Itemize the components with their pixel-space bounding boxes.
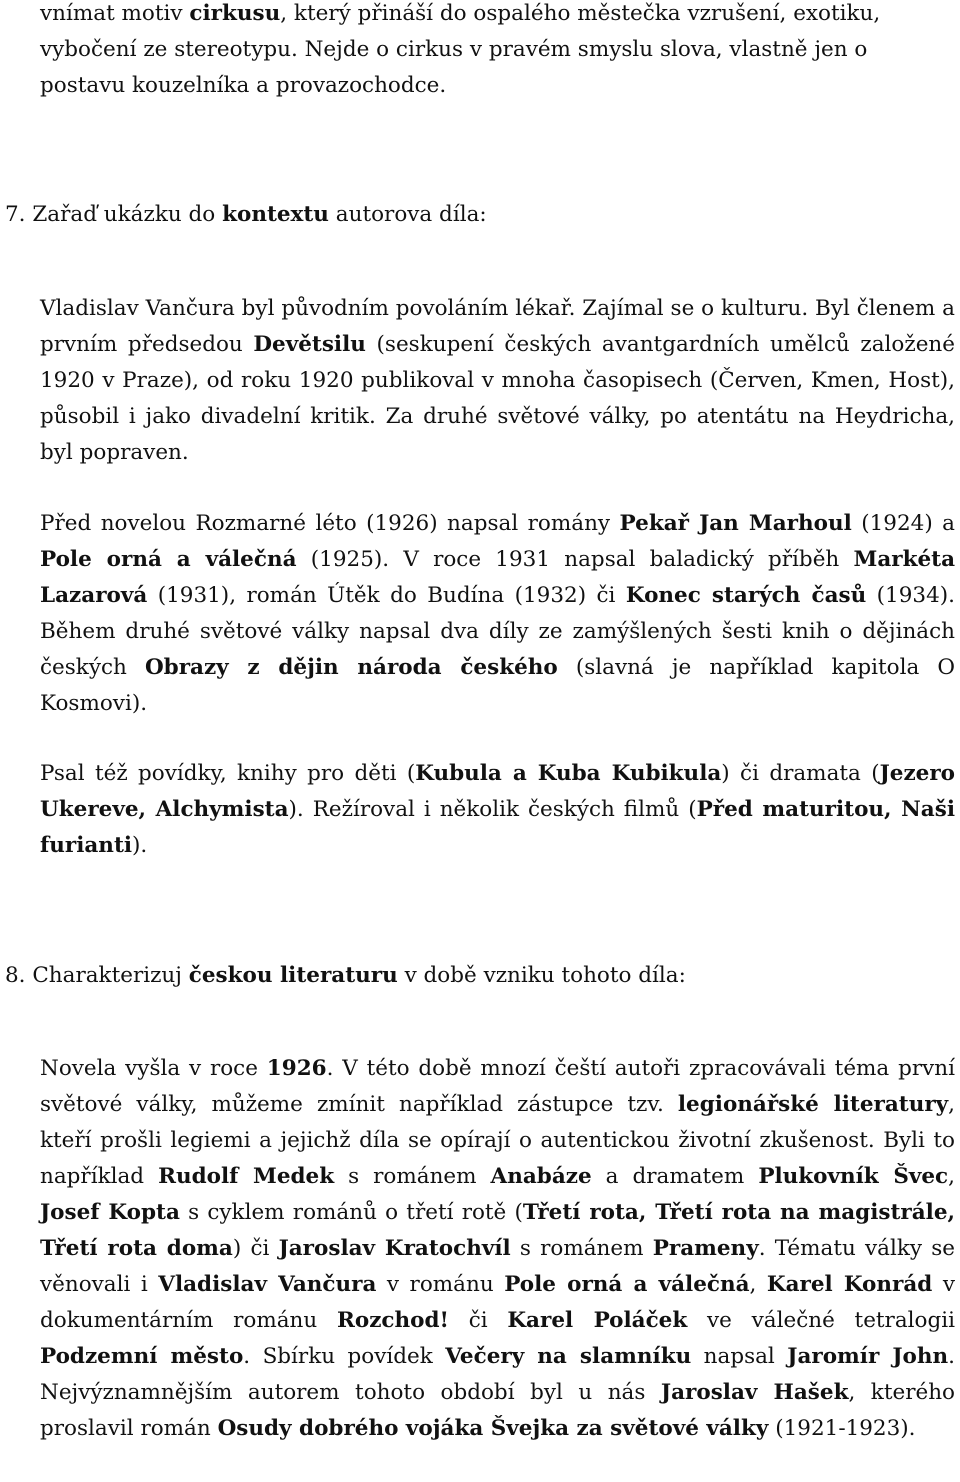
bold-term: cirkusu [189, 1, 281, 26]
bold-term: Rozchod! [337, 1308, 449, 1333]
text-run: autorova díla: [328, 202, 487, 227]
text-run: Novela vyšla v roce [40, 1056, 267, 1081]
text-run: (1921-1923). [768, 1416, 916, 1441]
text-run: ). Režíroval i několik českých filmů ( [288, 797, 697, 822]
bold-term: českou literaturu [188, 963, 398, 988]
text-run: a dramatem [591, 1164, 759, 1189]
text-run: ve válečné tetralogii [687, 1308, 955, 1333]
question-8 [5, 958, 945, 994]
text-run: (seskupení českých avantgardních umělců založené 1920 v Praze), od roku 1920 publikoval v mnoha časopisech (Červen, Kmen, Host), působil i jako divadelní kritik. Za druhé světové války, po atentátu na Heydricha, byl popraven. [40, 332, 955, 465]
bold-term: Obrazy z dějin národa českého [144, 655, 558, 680]
text-run: , [749, 1272, 767, 1297]
bold-term: Vladislav Vančura [158, 1272, 377, 1297]
bold-term: Osudy dobrého vojáka Švejka za světové války [217, 1416, 769, 1441]
text-line [40, 0, 955, 32]
text-run: (1925). V roce 1931 napsal baladický příběh [296, 547, 854, 572]
bold-term: kontextu [222, 202, 329, 227]
bold-term: Kubula a Kuba Kubikula [415, 761, 722, 786]
bold-term: Jaroslav Hašek [660, 1380, 849, 1405]
text-run: vnímat motiv [40, 1, 190, 26]
text-run: s cyklem románů o třetí rotě ( [179, 1200, 523, 1225]
text-run: ) či [232, 1236, 279, 1261]
bold-term: Jaromír John [787, 1344, 949, 1369]
text-run: Před novelou Rozmarné léto (1926) napsal romány [40, 511, 620, 536]
bold-term: Před maturitou, Naši furianti [40, 797, 955, 858]
text-run: vybočení ze stereotypu. Nejde o cirkus v pravém smyslu slova, vlastně jen o [40, 37, 868, 62]
text-run: , kteří prošli legiemi a jejichž díla se opírají o autentickou životní zkušenost. Byli to například [40, 1092, 956, 1189]
text-run: s románem [510, 1236, 653, 1261]
bold-term: Anabáze [490, 1164, 592, 1189]
text-run: (slavná je například kapitola O Kosmovi). [40, 655, 955, 716]
text-run: 8. Charakterizuj [5, 963, 189, 988]
bold-term: Jaroslav Kratochvíl [278, 1236, 511, 1261]
bold-term: Večery na slamníku [445, 1344, 692, 1369]
bold-term: Podzemní město [40, 1344, 244, 1369]
text-run: v románu [376, 1272, 505, 1297]
text-run: s románem [334, 1164, 491, 1189]
bold-term: legionářské literatury [677, 1092, 949, 1117]
bold-term: Devětsilu [253, 332, 366, 357]
text-run: Vladislav Vančura byl původním povoláním lékař. Zajímal se o kulturu. Byl členem a prvním předsedou [40, 296, 955, 357]
bold-term: 1926 [266, 1056, 327, 1081]
bold-term: Josef Kopta [40, 1200, 180, 1225]
text-run: , [948, 1164, 955, 1189]
bold-term: Třetí rota, Třetí rota na magistrále, Třetí rota doma [40, 1200, 955, 1261]
text-run: v dokumentárním románu [40, 1272, 955, 1333]
text-run: (1931), román Útěk do Budína (1932) či [147, 583, 626, 608]
paragraph-novels [40, 506, 955, 722]
text-run: (1934). Během druhé světové války napsal dva díly ze zamýšlených šesti knih o dějinách českých [40, 583, 955, 680]
text-run: v době vzniku tohoto díla: [397, 963, 686, 988]
text-line [40, 32, 955, 68]
paragraph-other-works [40, 756, 955, 864]
bold-term: Plukovník Švec [758, 1164, 949, 1189]
text-run: Psal též povídky, knihy pro děti ( [40, 761, 416, 786]
text-line [40, 68, 955, 104]
bold-term: Pole orná a válečná [504, 1272, 750, 1297]
bold-term: Markéta Lazarová [40, 547, 956, 608]
text-run: ). [132, 833, 148, 858]
text-run: . Nejvýznamnějším autorem tohoto období byl u nás [40, 1344, 955, 1405]
text-run: postavu kouzelníka a provazochodce. [40, 73, 447, 98]
paragraph-czech-literature [40, 1051, 955, 1447]
text-run: napsal [691, 1344, 788, 1369]
paragraph-career [40, 291, 955, 471]
text-run: . Tématu války se věnovali i [40, 1236, 955, 1297]
question-7 [5, 197, 945, 233]
bold-term: Karel Poláček [507, 1308, 688, 1333]
text-run: . Sbírku povídek [243, 1344, 446, 1369]
bold-term: Prameny [652, 1236, 759, 1261]
text-run: (1924) a [851, 511, 955, 536]
bold-term: Pekař Jan Marhoul [619, 511, 852, 536]
bold-term: Rudolf Medek [158, 1164, 335, 1189]
bold-term: Karel Konrád [766, 1272, 933, 1297]
text-run: ) či dramata ( [721, 761, 880, 786]
bold-term: Konec starých časů [625, 583, 867, 608]
intro-text [40, 0, 955, 104]
text-run: , který přináší do ospalého městečka vzrušení, exotiku, [280, 1, 881, 26]
text-run: či [448, 1308, 508, 1333]
text-run: , kterého proslavil román [40, 1380, 955, 1441]
bold-term: Pole orná a válečná [40, 547, 297, 572]
bold-term: Jezero Ukereve, Alchymista [40, 761, 956, 822]
text-run: 7. Zařaď ukázku do [5, 202, 223, 227]
text-run: . V této době mnozí čeští autoři zpracovávali téma první světové války, můžeme zmínit například zástupce tzv. [40, 1056, 955, 1117]
